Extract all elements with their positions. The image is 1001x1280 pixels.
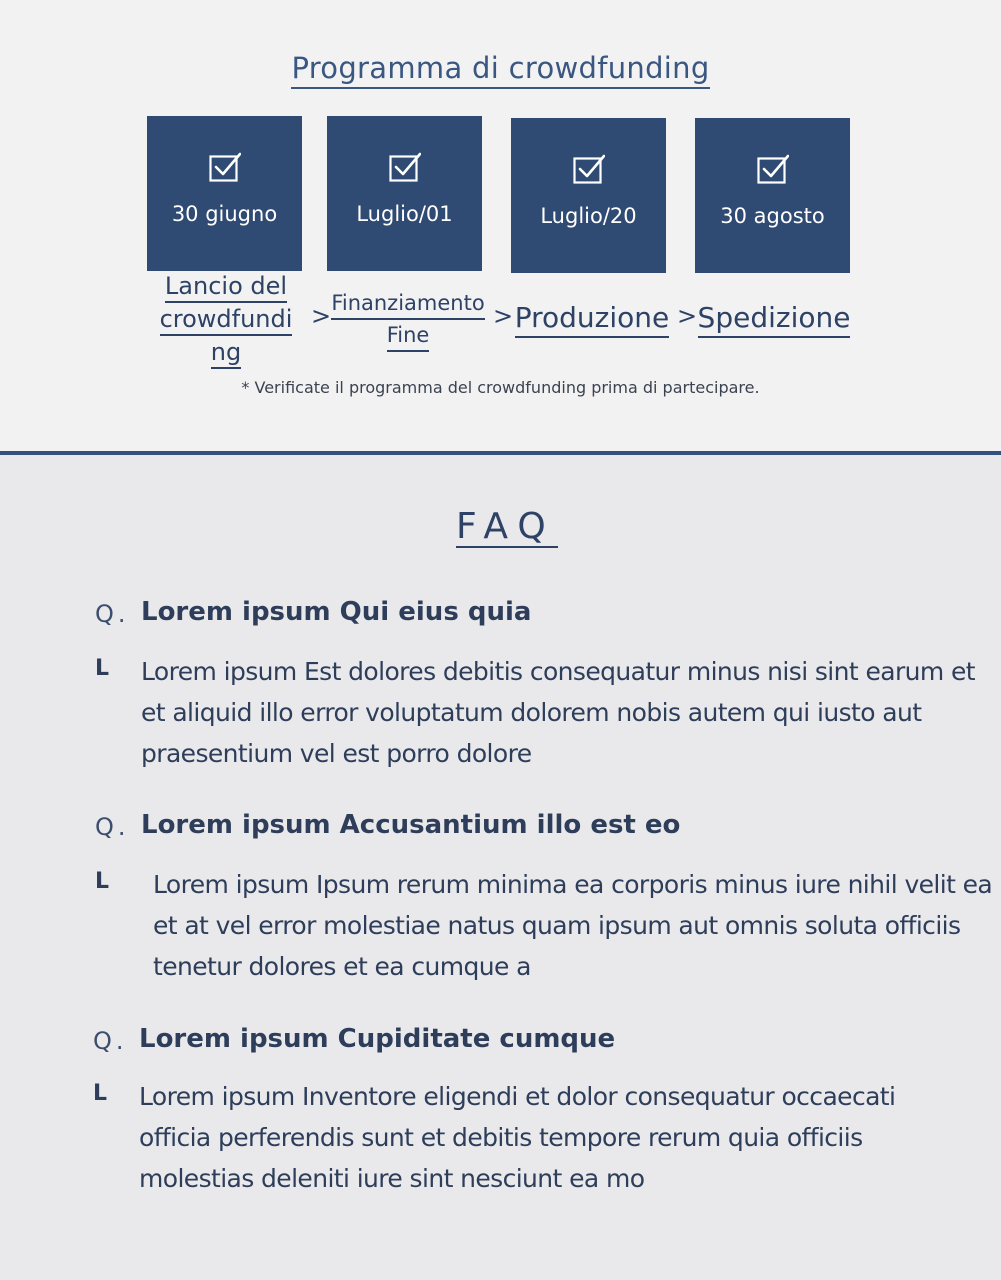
- faq-answer: Lorem ipsum Ipsum rerum minima ea corporis minus iure nihil velit ea et at vel error molestiae natus quam ipsum aut omnis soluta officiis tenetur dolores et ea cumque a: [153, 870, 993, 981]
- schedule-title: Programma di crowdfunding: [0, 50, 1001, 89]
- checkbox-check-icon: [389, 152, 421, 182]
- faq-question: Lorem ipsum Accusantium illo est eo: [141, 810, 681, 840]
- milestone-date: Luglio/01: [356, 202, 453, 226]
- stage-label: Produzione: [512, 300, 672, 338]
- question-marker: Q.: [95, 600, 130, 628]
- faq-question: Lorem ipsum Qui eius quia: [141, 597, 532, 627]
- checkbox-check-icon: [209, 152, 241, 182]
- answer-marker: L: [95, 656, 110, 681]
- faq-answer: Lorem ipsum Inventore eligendi et dolor consequatur occaecati officia perferendis sunt et debitis tempore rerum quia officiis molestias deleniti iure sint nesciunt ea mo: [139, 1082, 896, 1193]
- faq-question: Lorem ipsum Cupiditate cumque: [139, 1024, 616, 1054]
- stage-label: Spedizione: [697, 300, 851, 338]
- milestone-box: [695, 118, 850, 273]
- answer-marker: L: [93, 1081, 108, 1106]
- faq-title: FAQ: [456, 506, 556, 547]
- milestone-date: 30 giugno: [171, 202, 278, 226]
- schedule-note: * Verificate il programma del crowdfunding prima di partecipare.: [241, 378, 760, 397]
- question-marker: Q.: [95, 813, 130, 841]
- faq-answer: Lorem ipsum Est dolores debitis consequatur minus nisi sint earum et et aliquid illo error voluptatum dolorem nobis autem qui iusto aut praesentium vel est porro dolore: [141, 657, 975, 768]
- checkbox-check-icon: [757, 154, 789, 184]
- stage-label: Finanziamento Fine: [326, 288, 490, 352]
- stage-label: Lancio del crowdfundi ng: [150, 270, 302, 369]
- step-arrow: >: [311, 302, 332, 330]
- milestone-box: [327, 116, 482, 271]
- answer-marker: L: [95, 869, 110, 894]
- checkbox-check-icon: [573, 154, 605, 184]
- milestone-box: [511, 118, 666, 273]
- step-arrow: >: [677, 302, 698, 330]
- milestone-date: 30 agosto: [720, 204, 825, 228]
- step-arrow: >: [493, 302, 514, 330]
- milestone-date: Luglio/20: [540, 204, 637, 228]
- milestone-box: [147, 116, 302, 271]
- question-marker: Q.: [93, 1027, 128, 1055]
